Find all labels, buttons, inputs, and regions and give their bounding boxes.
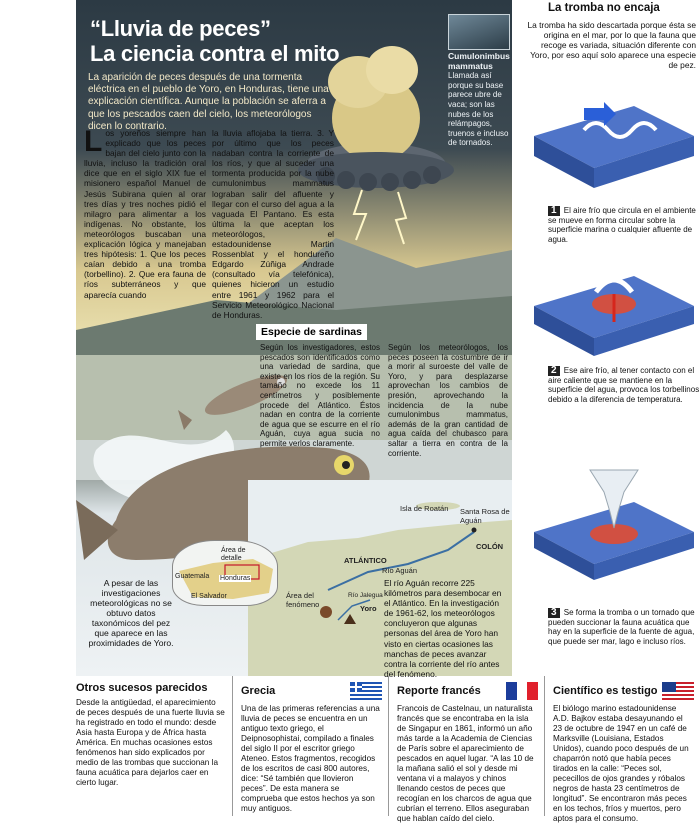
step-3	[548, 608, 700, 646]
map-label-river: Río Aguán	[382, 566, 418, 575]
story-heading-text: Reporte francés	[397, 685, 481, 697]
map-label-island: Isla de Roatán	[400, 504, 449, 513]
story-reporte-frances	[388, 676, 544, 823]
story-text: Francois de Castelnau, un naturalista francés que se encontraba en la isla de Singapur en 1861, informó un año más tarde a la Academia de Ciencias de París sobre el aparecimiento de pescados en aquel lugar. “A las 10 de la mañana salió el sol y desde mi ventana vi a malayos y chinos llenando cestos de peces que recogían en los charcos de agua que cubrían el terreno. Ellos aseguraban que hablan caído del cielo.	[397, 704, 534, 823]
step-1-number: 1	[548, 206, 560, 216]
map-label-ocean: ATLÁNTICO	[344, 556, 387, 565]
locator-detail-label: Área de detalle	[221, 547, 246, 562]
locator-map	[172, 540, 278, 606]
title-line-2: La ciencia contra el mito	[90, 41, 340, 66]
tromba-heading: La tromba no encaja	[548, 2, 660, 14]
usa-flag-icon	[662, 682, 694, 700]
cloud-caption	[448, 52, 518, 148]
sardinas-box	[256, 322, 512, 461]
drop-cap: L	[84, 125, 103, 158]
locator-country-3: El Salvador	[191, 593, 227, 600]
step-3-number: 3	[548, 608, 560, 618]
greece-flag-icon	[350, 682, 382, 700]
map-label-city: Santa Rosa de Aguán	[460, 507, 510, 525]
map-label-town: Yoro	[360, 604, 377, 613]
step-3-diagram	[524, 462, 694, 558]
story-cientifico-testigo	[544, 676, 700, 823]
cloud-description: Llamada así porque su base parece ubre de vaca; son las nubes de los relámpagos, truenos e incluso de tornados.	[448, 71, 509, 148]
locator-country-1: Guatemala	[175, 573, 210, 580]
story-heading	[553, 682, 694, 700]
story-column-1	[84, 125, 206, 300]
step-1-text: El aire frío que circula en el ambiente se mueve en forma circular sobre la superficie marina o cualquier afluente de agua.	[548, 206, 696, 244]
story-heading-text: Grecia	[241, 685, 276, 697]
sardinas-body	[256, 340, 512, 461]
cloud-photo	[448, 14, 510, 50]
santa-rosa-marker	[472, 528, 477, 533]
step-2-text: Ese aire frío, al tener contacto con el aire caliente que se mantiene en la superficie del agua, provoca los torbellinos debido a la diferencia de temperatura.	[548, 366, 700, 404]
story-text: El biólogo marino estadounidense A.D. Bajkov estaba desayunando el 23 de octubre de 1947 en un café de Marksville (Louisiana, Estados Unidos), cuando poco después de un chaparrón notó que había peces tirados en la calle: “Peces sol, pececillos de ojos grandes y róbalos negros de hasta 23 centímetros de longitud”. Se encontraron más peces en los techos, fríos y muertos, pero aptos para el consumo.	[553, 704, 689, 823]
story-grecia	[232, 676, 388, 816]
step-2-number: 2	[548, 366, 560, 376]
france-flag-icon	[506, 682, 538, 700]
story-column-1-text: os yoreños siempre han explicado que los peces bajan del cielo junto con la lluvia, incluso la tradición oral dice que en el siglo XIX fue el misionero español Manuel de Jesús Subirana quien al orar tres días y tres noches pidió el milagro para alimentar a los indígenas. No obstante, los meteorólogos buscaban una explicación lógica y manejaban tres hipótesis: 1. Que los peces caían debido a una tromba (torbellino). 2. Que era fauna de ríos subterráneos y que aparecía cuando	[84, 128, 206, 300]
sardinas-heading: Especie de sardinas	[256, 324, 367, 340]
tromba-sidebar	[514, 0, 700, 676]
map-label-river-2: Río Jalegua	[348, 592, 383, 599]
story-text: Desde la antigüedad, el aparecimiento de peces después de una fuerte lluvia se ha registrado en todo el mundo: desde Asia hasta Europa y de África hasta América. En muchas ocasiones estos fenómenos han sido explicados por medio de las trombas que succionan la fauna acuática para dejarlos caer en cierto lugar.	[76, 698, 225, 787]
step-1-diagram	[524, 96, 694, 192]
story-heading	[76, 682, 226, 694]
map-description: El río Aguán recorre 225 kilómetros para desembocar en el Atlántico. En la investigación de 1961-62, los meteorólogos concluyeron que algunas personas del área de Yoro han visto en ciertas ocasiones las manchas de peces avanzar contra la corriente del río antes del fenómeno.	[384, 578, 502, 679]
cloud-name: Cumulonimbus mammatus	[448, 51, 510, 71]
sardinas-column-1: Según los investigadores, estos pescados son identificados como una variedad de sardina, que existe en los ríos de la región. Su tamaño no excede los 11 centímetros y posiblemente procede del Atlántico. Éstos nadan en contra de la corriente de agua que se escurre en el río Aguán, cuya agua sucia no permite verlos claramente.	[260, 343, 380, 448]
story-heading-text: Científico es testigo	[553, 685, 658, 697]
story-text	[84, 125, 334, 320]
story-column-2-text: la lluvia aflojaba la tierra. 3. Y por último que los peces nadaban contra la corriente de los ríos, y que al suceder una tormenta producida por la nube cumulonimbus mammatus lograban salir del afluente y llegar con el curso del agua a la vaguada El Pantano. Es esta última la que aceptan los meteorólogos, el estadounidense Martin Rossenblat y el hondureño Edgardo Zúñiga Andrade (consultado vía telefónica), quienes hicieron un estudio entre 1961 y 1962 para el Servicio Meteorológico Nacional de Honduras.	[212, 128, 334, 320]
locator-country-2: Honduras	[220, 575, 251, 582]
map-label-department: COLÓN	[476, 542, 504, 551]
lightning-bolt	[354, 190, 366, 240]
step-3-text: Se forma la tromba o un tornado que pueden succionar la fauna acuática que hay en la superficie de la fuente de agua, que puede ser mar, lago e incluso ríos.	[548, 608, 695, 646]
fish-caption: A pesar de las investigaciones meteorológicas no se obtuvo datos taxonómicos del pez que aparece en las proximidades de Yoro.	[88, 578, 174, 648]
story-heading-text: Otros sucesos parecidos	[76, 682, 208, 694]
lightning-bolt	[396, 192, 406, 244]
related-stories	[76, 676, 700, 823]
story-heading	[397, 682, 538, 700]
story-text: Una de las primeras referencias a una lluvia de peces se encuentra en un antiguo texto griego, el Deipnosophistai, compilado a finales del siglo II por el escritor griego Ateneo. Estos fragmentos, recogidos de los escritos de casi 800 autores, dice: “Sé también que llovieron peces”. De esta manera se comprueba que estos hechos ya son muy antiguos.	[241, 704, 380, 813]
tromba-intro: La tromba ha sido descartada porque ésta se origina en el mar, por lo que la fauna que recoge es variada, situación diferente con Yoro, por eso aquí solo aparece una especie de pez.	[527, 20, 696, 70]
story-heading	[241, 682, 382, 700]
story-column-2	[212, 128, 334, 320]
step-2-diagram	[524, 262, 694, 358]
intro-text: La aparición de peces después de una tormenta eléctrica en el pueblo de Yoro, en Honduras, tiene una explicación científica. Aunque la población se aferra a que los pescados caen del cielo, los meteorólogos dicen lo contrario.	[88, 72, 329, 132]
page-title	[90, 16, 339, 66]
step-1	[548, 206, 700, 244]
title-line-1: “Lluvia de peces”	[90, 16, 271, 41]
sardinas-column-2: Según los meteorólogos, los peces poseen la costumbre de ir a morir al suroeste del valle de Yoro, y para desplazarse aprovechan los cambios de presión, aprovechando la incidencia de la nube cumulonimbus mammatus, además de la gran cantidad de agua caída del chubasco para saltar a tierra en contra de la corriente.	[388, 343, 508, 458]
map-label-zone: Área del fenómeno	[286, 591, 320, 609]
story-otros-sucesos	[76, 676, 232, 816]
step-2	[548, 366, 700, 404]
